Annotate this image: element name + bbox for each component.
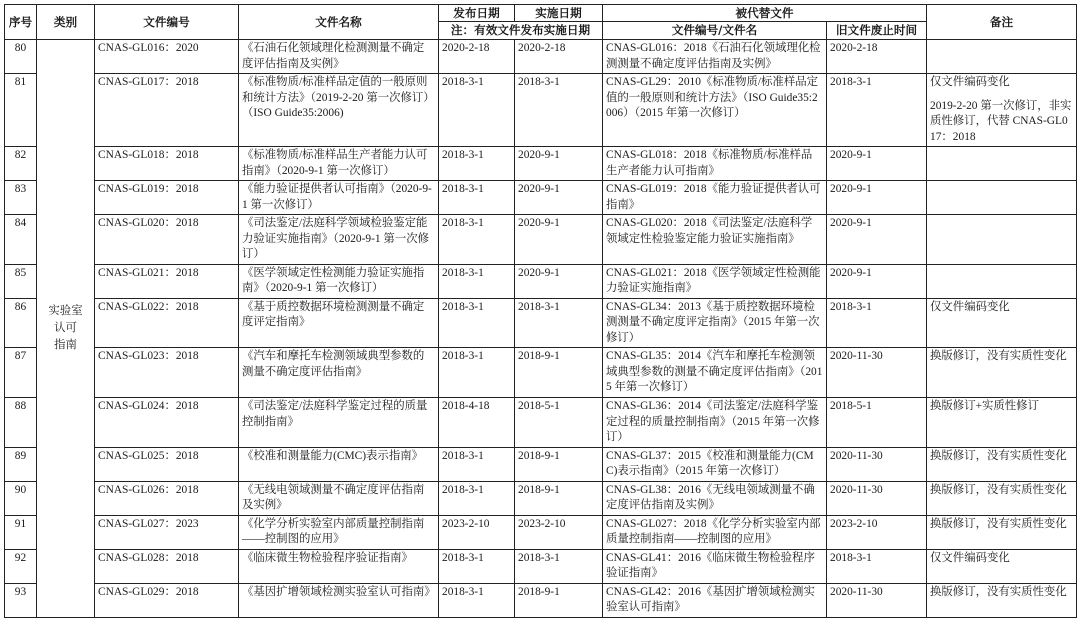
cell-remarks: [927, 549, 1077, 583]
table-row: [5, 481, 1077, 515]
cell-remarks: [927, 515, 1077, 549]
header-doc-no: 文件编号: [95, 5, 239, 40]
cell-remarks: [927, 298, 1077, 348]
cell-doc-name: 《临床微生物检验程序验证指南》: [239, 549, 439, 583]
cell-doc-name: 《医学领域定性检测能力验证实施指南》（2020-9-1 第一次修订）: [239, 264, 439, 298]
cell-publish-date: 2018-3-1: [439, 549, 515, 583]
cell-doc-no: CNAS-GL018：2018: [95, 147, 239, 181]
cell-seq: 81: [5, 74, 37, 147]
cell-effective-date: 2020-2-18: [515, 40, 603, 74]
cell-seq: 85: [5, 264, 37, 298]
cell-effective-date: 2018-5-1: [515, 398, 603, 448]
cell-replaced-doc: CNAS-GL027：2018《化学分析实验室内部质量控制指南——控制图的应用》: [603, 515, 827, 549]
cell-effective-date: 2020-9-1: [515, 147, 603, 181]
cell-seq: 86: [5, 298, 37, 348]
header-publish-date: 发布日期: [439, 5, 515, 22]
cell-publish-date: 2023-2-10: [439, 515, 515, 549]
cell-replaced-doc: CNAS-GL016：2018《石油石化领域理化检测测量不确定度评估指南及实例》: [603, 40, 827, 74]
cell-effective-date: 2018-9-1: [515, 583, 603, 617]
cell-old-abolish: 2020-11-30: [827, 583, 927, 617]
cell-old-abolish: 2020-9-1: [827, 181, 927, 215]
category-line: 指南: [54, 338, 77, 351]
remark-line: 换版修订，没有实质性变化: [930, 449, 1067, 462]
cell-old-abolish: 2018-3-1: [827, 298, 927, 348]
table-row: [5, 298, 1077, 348]
table-row: [5, 181, 1077, 215]
table-row: [5, 515, 1077, 549]
cell-replaced-doc: CNAS-GL018：2018《标准物质/标准样品生产者能力认可指南》: [603, 147, 827, 181]
cell-old-abolish: 2020-11-30: [827, 447, 927, 481]
cell-old-abolish: 2020-9-1: [827, 264, 927, 298]
cell-doc-no: CNAS-GL029：2018: [95, 583, 239, 617]
cell-old-abolish: 2020-11-30: [827, 348, 927, 398]
cell-effective-date: 2020-9-1: [515, 181, 603, 215]
cell-publish-date: 2018-3-1: [439, 481, 515, 515]
cell-publish-date: 2018-3-1: [439, 348, 515, 398]
cell-doc-no: CNAS-GL019：2018: [95, 181, 239, 215]
cell-doc-no: CNAS-GL016：2020: [95, 40, 239, 74]
cell-doc-name: 《标准物质/标准样品生产者能力认可指南》（2020-9-1 第一次修订）: [239, 147, 439, 181]
cnas-document-table: [4, 4, 1077, 618]
cell-old-abolish: 2020-2-18: [827, 40, 927, 74]
cell-effective-date: 2018-9-1: [515, 348, 603, 398]
table-row: [5, 583, 1077, 617]
remark-line: 仅文件编码变化: [930, 300, 1010, 313]
cell-effective-date: 2020-9-1: [515, 264, 603, 298]
table-row: [5, 147, 1077, 181]
header-effective-date: 实施日期: [515, 5, 603, 22]
cell-replaced-doc: CNAS-GL020：2018《司法鉴定/法庭科学领域定性检验鉴定能力验证实施指南》: [603, 215, 827, 265]
cell-doc-no: CNAS-GL025：2018: [95, 447, 239, 481]
cell-seq: 88: [5, 398, 37, 448]
cell-seq: 80: [5, 40, 37, 74]
cell-old-abolish: 2018-3-1: [827, 549, 927, 583]
remark-line: 仅文件编码变化: [930, 551, 1010, 564]
cell-category: [37, 40, 95, 618]
cell-seq: 84: [5, 215, 37, 265]
cell-doc-name: 《标准物质/标准样品定值的一般原则和统计方法》（2019-2-20 第一次修订）（ISO Guide35:2006): [239, 74, 439, 147]
cell-replaced-doc: CNAS-GL019：2018《能力验证提供者认可指南》: [603, 181, 827, 215]
remark-line: 换版修订，没有实质性变化: [930, 517, 1067, 530]
cell-publish-date: 2020-2-18: [439, 40, 515, 74]
cell-effective-date: 2023-2-10: [515, 515, 603, 549]
cell-seq: 87: [5, 348, 37, 398]
cell-remarks: [927, 74, 1077, 147]
cell-remarks: [927, 398, 1077, 448]
cell-doc-name: 《化学分析实验室内部质量控制指南——控制图的应用》: [239, 515, 439, 549]
cell-old-abolish: 2018-3-1: [827, 74, 927, 147]
cell-publish-date: 2018-3-1: [439, 298, 515, 348]
cell-doc-no: CNAS-GL024：2018: [95, 398, 239, 448]
cell-replaced-doc: CNAS-GL36：2014《司法鉴定/法庭科学鉴定过程的质量控制指南》（2015 年第一次修订）: [603, 398, 827, 448]
cell-effective-date: 2018-9-1: [515, 447, 603, 481]
cell-seq: 82: [5, 147, 37, 181]
cell-publish-date: 2018-3-1: [439, 264, 515, 298]
cell-effective-date: 2018-3-1: [515, 298, 603, 348]
cell-seq: 91: [5, 515, 37, 549]
cell-replaced-doc: CNAS-GL38：2016《无线电领域测量不确定度评估指南及实例》: [603, 481, 827, 515]
cell-replaced-doc: CNAS-GL021：2018《医学领域定性检测能力验证实施指南》: [603, 264, 827, 298]
cell-replaced-doc: CNAS-GL34：2013《基于质控数据环境检测测量不确定度评定指南》（2015 年第一次修订）: [603, 298, 827, 348]
cell-publish-date: 2018-3-1: [439, 583, 515, 617]
cell-doc-name: 《校准和测量能力(CMC)表示指南》: [239, 447, 439, 481]
cell-effective-date: 2018-3-1: [515, 74, 603, 147]
cell-doc-name: 《无线电领域测量不确定度评估指南及实例》: [239, 481, 439, 515]
cell-old-abolish: 2020-11-30: [827, 481, 927, 515]
header-seq: 序号: [5, 5, 37, 40]
remark-line: 换版修订+实质性修订: [930, 400, 1039, 412]
cell-remarks: [927, 481, 1077, 515]
cell-seq: 83: [5, 181, 37, 215]
cell-doc-name: 《司法鉴定/法庭科学鉴定过程的质量控制指南》: [239, 398, 439, 448]
header-old-abolish: 旧文件废止时间: [827, 22, 927, 40]
header-replaced: 被代替文件: [603, 5, 927, 22]
table-row: [5, 348, 1077, 398]
cell-remarks: [927, 40, 1077, 74]
cell-replaced-doc: CNAS-GL35：2014《汽车和摩托车检测领域典型参数的测量不确定度评估指南》（2015 年第一次修订）: [603, 348, 827, 398]
cell-doc-name: 《司法鉴定/法庭科学领域检验鉴定能力验证实施指南》（2020-9-1 第一次修订）: [239, 215, 439, 265]
cell-remarks: [927, 583, 1077, 617]
remark-line: 换版修订，没有实质性变化: [930, 483, 1067, 496]
cell-remarks: [927, 215, 1077, 265]
cell-doc-no: CNAS-GL027：2023: [95, 515, 239, 549]
cell-doc-no: CNAS-GL028：2018: [95, 549, 239, 583]
cell-doc-name: 《汽车和摩托车检测领域典型参数的测量不确定度评估指南》: [239, 348, 439, 398]
cell-seq: 92: [5, 549, 37, 583]
cell-publish-date: 2018-4-18: [439, 398, 515, 448]
table-row: [5, 264, 1077, 298]
cell-doc-name: 《基因扩增领域检测实验室认可指南》: [239, 583, 439, 617]
cell-replaced-doc: CNAS-GL42：2016《基因扩增领域检测实验室认可指南》: [603, 583, 827, 617]
category-line: 实验室: [48, 304, 83, 317]
cell-publish-date: 2018-3-1: [439, 181, 515, 215]
cell-seq: 89: [5, 447, 37, 481]
cell-remarks: [927, 181, 1077, 215]
header-remarks: 备注: [927, 5, 1077, 40]
cell-remarks: [927, 264, 1077, 298]
cell-remarks: [927, 348, 1077, 398]
header-note: 注：有效文件发布实施日期: [439, 22, 603, 40]
cell-effective-date: 2018-9-1: [515, 481, 603, 515]
table-row: [5, 549, 1077, 583]
remark-line: 仅文件编码变化: [930, 76, 1010, 88]
table-body: [5, 40, 1077, 618]
cell-effective-date: 2020-9-1: [515, 215, 603, 265]
header-doc-name: 文件名称: [239, 5, 439, 40]
cell-seq: 93: [5, 583, 37, 617]
cell-publish-date: 2018-3-1: [439, 147, 515, 181]
header-replaced-doc: 文件编号/文件名: [603, 22, 827, 40]
cell-old-abolish: 2018-5-1: [827, 398, 927, 448]
remark-line: 换版修订，没有实质性变化: [930, 585, 1067, 598]
cell-doc-no: CNAS-GL023：2018: [95, 348, 239, 398]
cell-doc-no: CNAS-GL020：2018: [95, 215, 239, 265]
cell-remarks: [927, 147, 1077, 181]
cell-seq: 90: [5, 481, 37, 515]
remark-line: 换版修订，没有实质性变化: [930, 350, 1067, 362]
cell-replaced-doc: CNAS-GL29：2010《标准物质/标准样品定值的一般原则和统计方法》（ISO Guide35:2006）（2015 年第一次修订）: [603, 74, 827, 147]
cell-replaced-doc: CNAS-GL41：2016《临床微生物检验程序验证指南》: [603, 549, 827, 583]
cell-doc-no: CNAS-GL017：2018: [95, 74, 239, 147]
header-row-1: [5, 5, 1077, 22]
cell-effective-date: 2018-3-1: [515, 549, 603, 583]
cell-publish-date: 2018-3-1: [439, 215, 515, 265]
cell-doc-no: CNAS-GL022：2018: [95, 298, 239, 348]
category-line: 认可: [54, 321, 77, 334]
cell-doc-name: 《石油石化领域理化检测测量不确定度评估指南及实例》: [239, 40, 439, 74]
cell-replaced-doc: CNAS-GL37：2015《校准和测量能力(CMC)表示指南》（2015 年第一次修订）: [603, 447, 827, 481]
table-row: [5, 40, 1077, 74]
table-row: [5, 447, 1077, 481]
cell-doc-name: 《能力验证提供者认可指南》（2020-9-1 第一次修订）: [239, 181, 439, 215]
cell-remarks: [927, 447, 1077, 481]
cell-publish-date: 2018-3-1: [439, 74, 515, 147]
cell-old-abolish: 2023-2-10: [827, 515, 927, 549]
cell-doc-no: CNAS-GL021：2018: [95, 264, 239, 298]
cell-old-abolish: 2020-9-1: [827, 147, 927, 181]
table-row: [5, 398, 1077, 448]
header-category: 类别: [37, 5, 95, 40]
cell-doc-name: 《基于质控数据环境检测测量不确定度评定指南》: [239, 298, 439, 348]
table-row: [5, 74, 1077, 147]
cell-publish-date: 2018-3-1: [439, 447, 515, 481]
cell-doc-no: CNAS-GL026：2018: [95, 481, 239, 515]
document-page: [4, 4, 1077, 618]
remark-line: [930, 91, 1073, 99]
remark-line: 2019-2-20 第一次修订，非实质性修订，代替 CNAS-GL017：2018: [930, 99, 1072, 143]
table-row: [5, 215, 1077, 265]
cell-old-abolish: 2020-9-1: [827, 215, 927, 265]
